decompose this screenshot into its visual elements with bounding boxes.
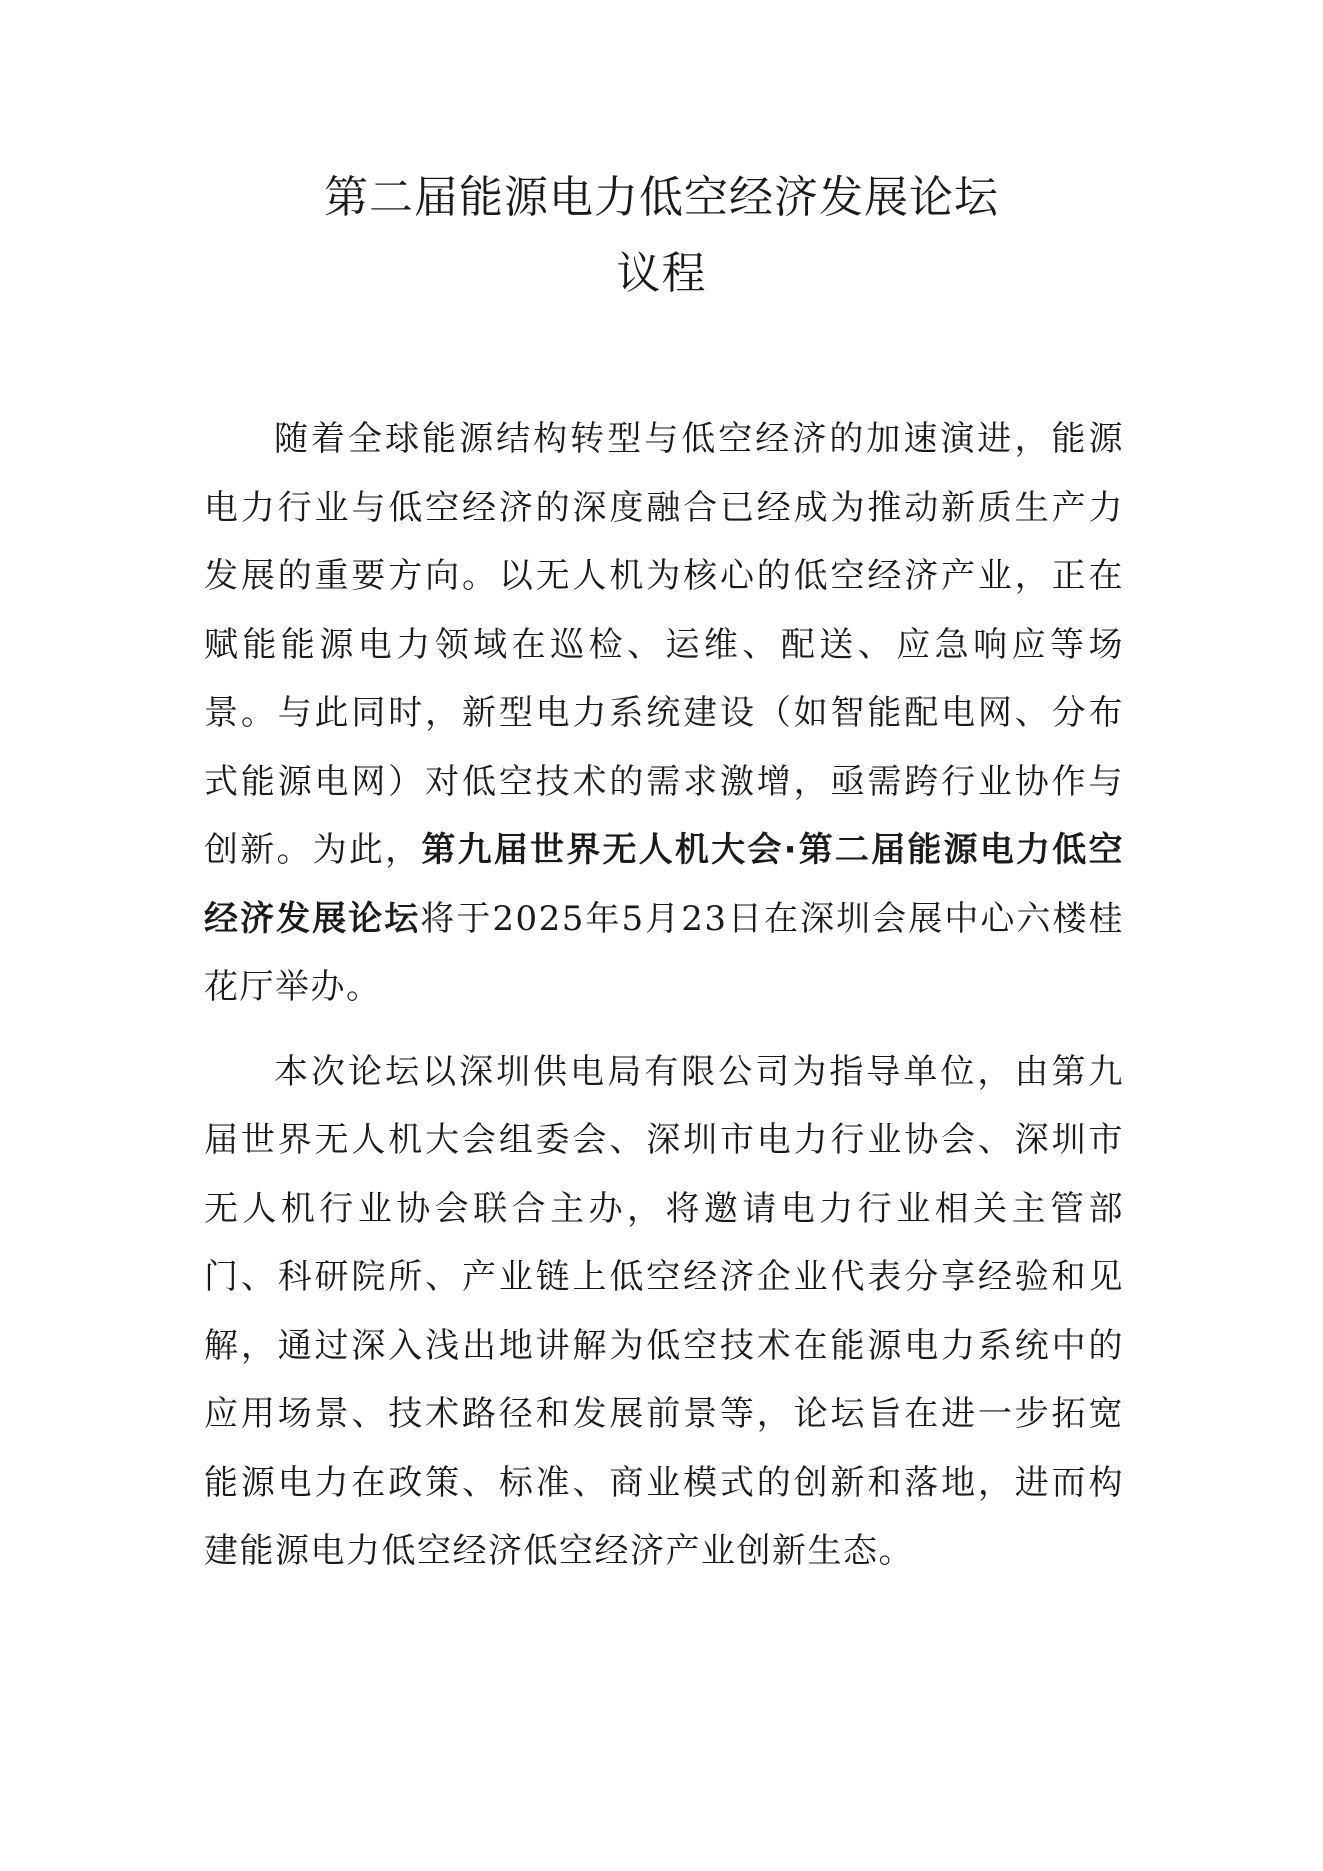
paragraph-intro [204,405,1124,1022]
paragraph-organizers: 本次论坛以深圳供电局有限公司为指导单位，由第九届世界无人机大会组委会、深圳市电力行业协会、深圳市无人机行业协会联合主办，将邀请电力行业相关主管部门、科研院所、产业链上低空经济企业代表分享经验和见解，通过深入浅出地讲解为低空技术在能源电力系统中的应用场景、技术路径和发展前景等，论坛旨在进一步拓宽能源电力在政策、标准、商业模式的创新和落地，进而构建能源电力低空经济低空经济产业创新生态。 [204,1051,1124,1571]
document-subtitle: 议程 [616,248,707,299]
paragraph-intro-text: 随着全球能源结构转型与低空经济的加速演进，能源电力行业与低空经济的深度融合已经成为推动新质生产力发展的重要方向。以无人机为核心的低空经济产业，正在赋能能源电力领域在巡检、运维、配送、应急响应等场景。与此同时，新型电力系统建设（如智能配电网、分布式能源电网）对低空技术的需求激增，亟需跨行业协作与创新。为此， [204,419,1124,870]
paragraph-intro-date: 将于2025年5月23日在深圳会展中心六楼桂花厅举办。 [204,898,1124,1007]
document-title: 第二届能源电力低空经济发展论坛 [324,172,999,223]
title-block [0,160,1323,312]
event-name-bold: 第九届世界无人机大会·第二届能源电力低空经济发展论坛 [204,830,1124,939]
document-body [204,405,1124,1586]
